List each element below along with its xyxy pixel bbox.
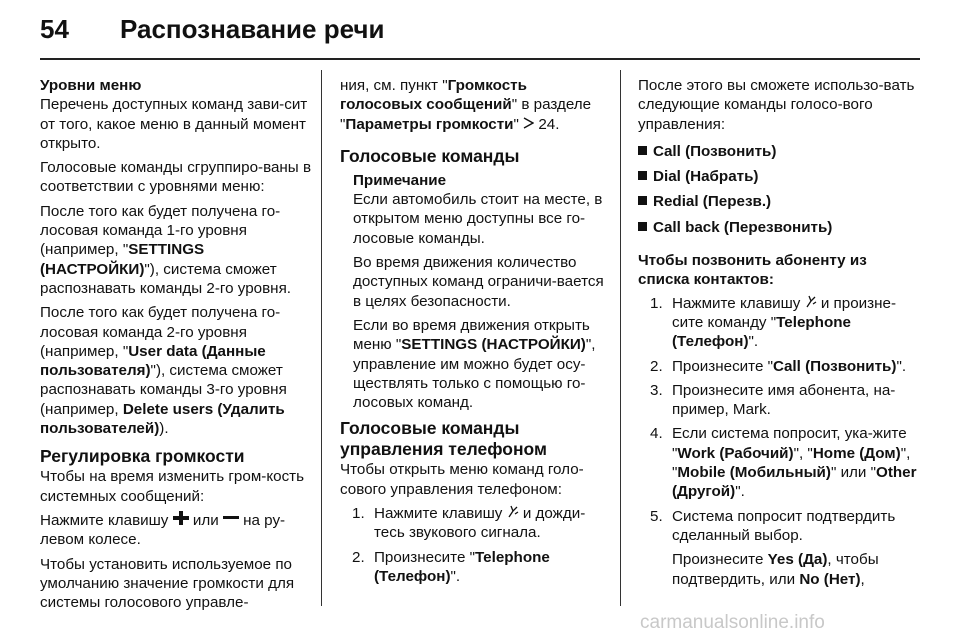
list-item: Call back (Перезвонить) <box>638 218 920 237</box>
column-1 <box>40 76 312 617</box>
list-item: Dial (Набрать) <box>638 167 920 186</box>
paragraph: Во время движения количество доступных команд ограничи-вается в целях безопасности. <box>353 254 604 310</box>
column-2 <box>340 76 612 591</box>
header-rule <box>40 58 920 60</box>
note-block <box>340 171 612 413</box>
paragraph: Нажмите клавишу или на ру-левом колесе. <box>40 511 286 549</box>
menu-levels-heading: Уровни меню <box>40 77 142 94</box>
list-item: 2. Произнесите "Telephone (Телефон)". <box>352 548 550 585</box>
voice-key-icon <box>805 294 817 313</box>
list-item: 2. Произнесите "Call (Позвонить)". <box>650 357 907 375</box>
minus-icon <box>223 511 239 530</box>
list-item: 4. Если система попросит, ука-жите "Work (Рабочий)", "Home (Дом)", "Mobile (Мобильный)" или "Other (Другой)". <box>650 425 917 501</box>
contact-call-heading: Чтобы позвонить абоненту из списка контактов: <box>638 252 867 289</box>
paragraph: После этого вы сможете использо-вать следующие команды голосо-вого управления: <box>638 77 915 133</box>
phone-commands-heading: Голосовые команды управления телефоном <box>340 418 547 460</box>
list-item: 1. Нажмите клавишу и произне-сите команду "Telephone (Телефон)". <box>650 294 897 351</box>
list-item: Call (Позвонить) <box>638 142 920 161</box>
list-item: 5. Система попросит подтвердить сделанный выбор. <box>650 507 896 544</box>
paragraph: ния, см. пункт "Громкость голосовых сообщений" в разделе "Параметры громкости" 24. <box>340 77 592 133</box>
paragraph: Чтобы открыть меню команд голо-сового управления телефоном: <box>340 461 584 498</box>
page-reference-icon <box>523 115 534 134</box>
paragraph: Перечень доступных команд зави-сит от того, какое меню в данный момент открыто. <box>40 96 308 152</box>
plus-icon <box>173 511 189 530</box>
page-header <box>40 14 920 54</box>
volume-heading: Регулировка громкости <box>40 446 245 467</box>
voice-key-icon <box>507 504 519 523</box>
paragraph: После того как будет получена го-лосовая команда 2-го уровня (например, "User data (Данные пользователя)"), система сможет распознавать команды 3-го уровня (например, Delete users (Удалить пользователей)). <box>40 304 287 438</box>
column-divider-2 <box>620 70 621 606</box>
watermark: carmanualsonline.info <box>640 612 825 633</box>
list-item: Redial (Перезв.) <box>638 192 920 211</box>
note-title: Примечание <box>353 171 447 189</box>
list-item: 1. Нажмите клавишу и дожди-тесь звукового сигнала. <box>352 505 586 542</box>
page-number: 54 <box>40 14 69 44</box>
paragraph: Если во время движения открыть меню "SETTINGS (НАСТРОЙКИ)", управление им можно будет осу-ществлять только с помощью го-лосовых команд. <box>353 316 596 412</box>
paragraph: Произнесите Yes (Да), чтобы подтвердить, или No (Нет), <box>672 551 879 588</box>
column-divider-1 <box>321 70 322 606</box>
paragraph: Голосовые команды сгруппиро-ваны в соответствии с уровнями меню: <box>40 159 312 196</box>
voice-commands-heading: Голосовые команды <box>340 145 520 166</box>
list-item: 3. Произнесите имя абонента, на-пример, Mark. <box>650 381 896 419</box>
paragraph: Чтобы на время изменить гром-кость системных сообщений: <box>40 468 305 505</box>
paragraph: Чтобы установить используемое по умолчанию значение громкости для системы голосового управле- <box>40 555 295 612</box>
column-3 <box>638 76 920 594</box>
paragraph: После того как будет получена го-лосовая команда 1-го уровня (например, "SETTINGS (НАСТРОЙКИ)"), система сможет распознавать команды 2-го уровня. <box>40 202 292 297</box>
paragraph: Если автомобиль стоит на месте, в открытом меню доступны все го-лосовые команды. <box>353 191 603 247</box>
command-list <box>638 142 920 237</box>
page-title: Распознавание речи <box>120 14 385 44</box>
